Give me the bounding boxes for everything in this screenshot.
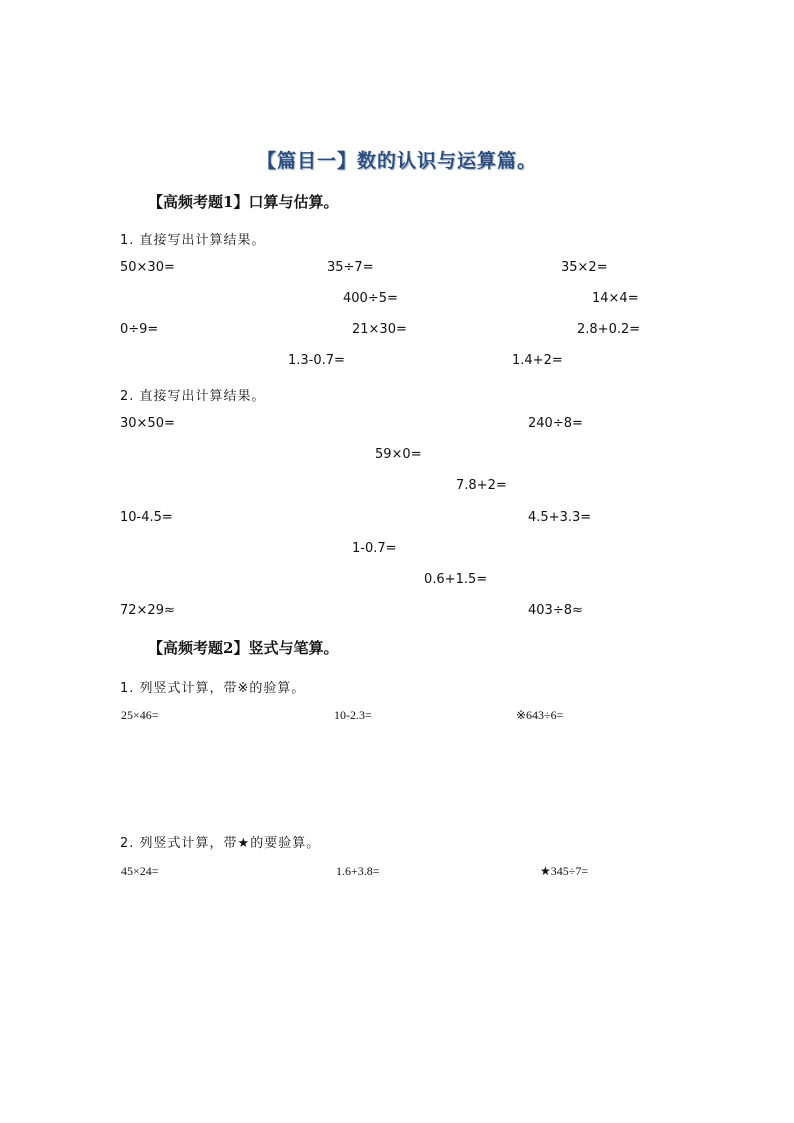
problem: 403÷8≈ [528, 603, 583, 618]
problem: 10-4.5= [120, 510, 173, 525]
problem: 50×30= [120, 260, 175, 275]
problem: 0.6+1.5= [424, 572, 488, 587]
question-label-2-1: 1. 列竖式计算，带※的验算。 [120, 681, 306, 696]
problem: 240÷8= [528, 416, 583, 431]
section-heading-2: 【高频考题2】竖式与笔算。 [148, 639, 339, 657]
problem: 35×2= [561, 260, 608, 275]
problem: 14×4= [592, 291, 639, 306]
question-label-1-2: 2. 直接写出计算结果。 [120, 389, 266, 404]
problem: 1-0.7= [352, 541, 397, 556]
section-heading-1: 【高频考题1】口算与估算。 [148, 193, 339, 211]
problem: 2.8+0.2= [577, 322, 641, 337]
problem: 1.4+2= [512, 353, 563, 368]
problem: 72×29≈ [120, 603, 175, 618]
problem: 45×24= [121, 864, 159, 878]
problem: 1.6+3.8= [336, 864, 380, 878]
problem: 30×50= [120, 416, 175, 431]
document-title: 【篇目一】数的认识与运算篇。 [256, 150, 537, 172]
problem: 400÷5= [343, 291, 398, 306]
problem: 35÷7= [327, 260, 374, 275]
problem: 10-2.3= [334, 708, 372, 722]
problem: 21×30= [352, 322, 407, 337]
problem: 4.5+3.3= [528, 510, 592, 525]
problem: 7.8+2= [456, 478, 507, 493]
problem: 0÷9= [120, 322, 159, 337]
problem: ★345÷7= [540, 864, 589, 878]
problem: 59×0= [375, 447, 422, 462]
problem: 1.3-0.7= [288, 353, 345, 368]
problem: 25×46= [121, 708, 159, 722]
question-label-2-2: 2. 列竖式计算，带★的要验算。 [120, 836, 321, 851]
question-label-1-1: 1. 直接写出计算结果。 [120, 233, 266, 248]
problem: ※643÷6= [516, 708, 564, 722]
